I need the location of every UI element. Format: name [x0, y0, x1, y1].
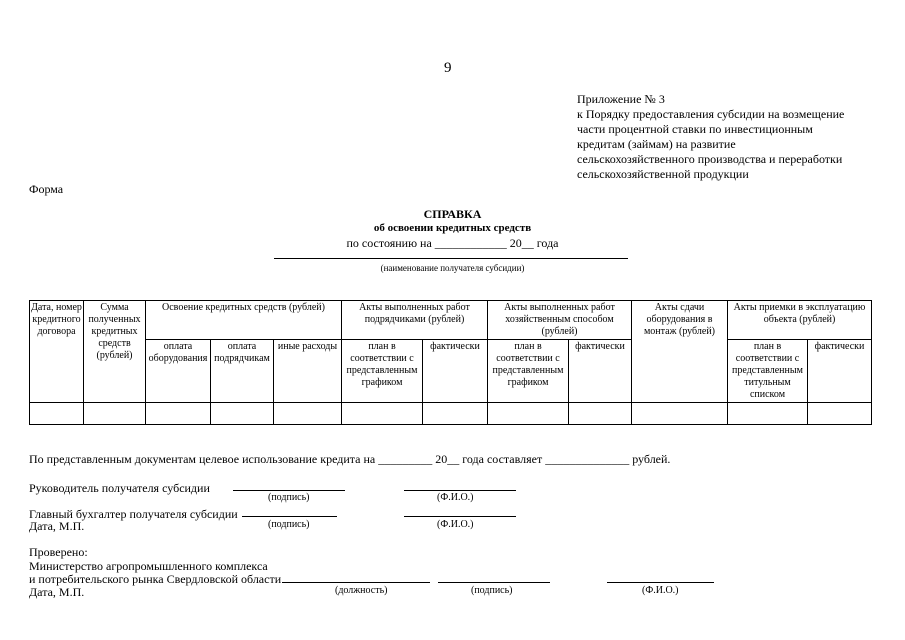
signature-caption: (подпись)	[268, 492, 310, 503]
credit-table	[29, 300, 872, 425]
as-of-date: по состоянию на ____________ 20__ года	[346, 236, 559, 250]
header-own-acts: Акты выполненных работ хозяйственным способом (рублей)	[488, 301, 632, 340]
header-contractor-acts: Акты выполненных работ подрядчиками (рублей)	[342, 301, 488, 340]
page-number: 9	[444, 60, 452, 76]
fio-caption: (Ф.И.О.)	[437, 519, 474, 530]
document-title: СПРАВКА	[423, 207, 482, 221]
header-dev-equipment: оплата оборудования	[146, 340, 211, 403]
appendix-line: части процентной ставки по инвестиционным	[577, 122, 813, 136]
header-oa-actual: фактически	[569, 340, 632, 403]
verified-fio-line[interactable]	[607, 582, 714, 583]
usage-statement: По представленным документам целевое использование кредита на _________ 20__ года составляет ______________ рублей.	[29, 452, 671, 466]
head-label: Руководитель получателя субсидии	[29, 481, 210, 495]
ministry-line-1: Министерство агропромышленного комплекса	[29, 559, 268, 573]
header-amount: Сумма полученных кредитных средств (рублей)	[84, 301, 146, 403]
fio-caption: (Ф.И.О.)	[642, 585, 679, 596]
header-acceptance: Акты приемки в эксплуатацию объекта (рублей)	[728, 301, 872, 340]
form-label: Форма	[29, 182, 64, 196]
ministry-line-2: и потребительского рынка Свердловской области	[29, 572, 282, 586]
header-dev-contractors: оплата подрядчикам	[211, 340, 274, 403]
recipient-name-line	[274, 258, 628, 259]
verified-label: Проверено:	[29, 545, 88, 559]
header-dev-other: иные расходы	[274, 340, 342, 403]
head-fio-line[interactable]	[404, 490, 516, 491]
appendix-line: к Порядку предоставления субсидии на возмещение	[577, 107, 845, 121]
document-subtitle: об освоении кредитных средств	[373, 222, 532, 234]
fio-caption: (Ф.И.О.)	[437, 492, 474, 503]
appendix-line: сельскохозяйственной продукции	[577, 167, 749, 181]
appendix-line: Приложение № 3	[577, 92, 665, 106]
header-date: Дата, номер кредитного договора	[30, 301, 84, 403]
signature-caption: (подпись)	[471, 585, 513, 596]
recipient-caption: (наименование получателя субсидии)	[380, 263, 525, 273]
header-ac-actual: фактически	[808, 340, 872, 403]
header-ca-actual: фактически	[423, 340, 488, 403]
header-development: Освоение кредитных средств (рублей)	[146, 301, 342, 340]
table-row	[30, 403, 872, 425]
header-oa-plan: план в соответствии с представленным графиком	[488, 340, 569, 403]
header-install: Акты сдачи оборудования в монтаж (рублей)	[632, 301, 728, 403]
position-caption: (должность)	[335, 585, 388, 596]
appendix-note	[577, 92, 887, 182]
chief-accountant-fio-line[interactable]	[404, 516, 516, 517]
appendix-line: кредитам (займам) на развитие	[577, 137, 736, 151]
header-ca-plan: план в соответствии с представленным графиком	[342, 340, 423, 403]
chief-accountant-label: Главный бухгалтер получателя субсидии	[29, 507, 238, 521]
appendix-line: сельскохозяйственного производства и переработки	[577, 152, 843, 166]
date-stamp: Дата, М.П.	[29, 519, 85, 533]
date-stamp: Дата, М.П.	[29, 585, 85, 599]
position-line[interactable]	[282, 582, 430, 583]
signature-caption: (подпись)	[268, 519, 310, 530]
verified-signature-line[interactable]	[438, 582, 550, 583]
chief-accountant-signature-line[interactable]	[242, 516, 337, 517]
head-signature-line[interactable]	[233, 490, 345, 491]
header-ac-plan: план в соответствии с представленным титульным списком	[728, 340, 808, 403]
